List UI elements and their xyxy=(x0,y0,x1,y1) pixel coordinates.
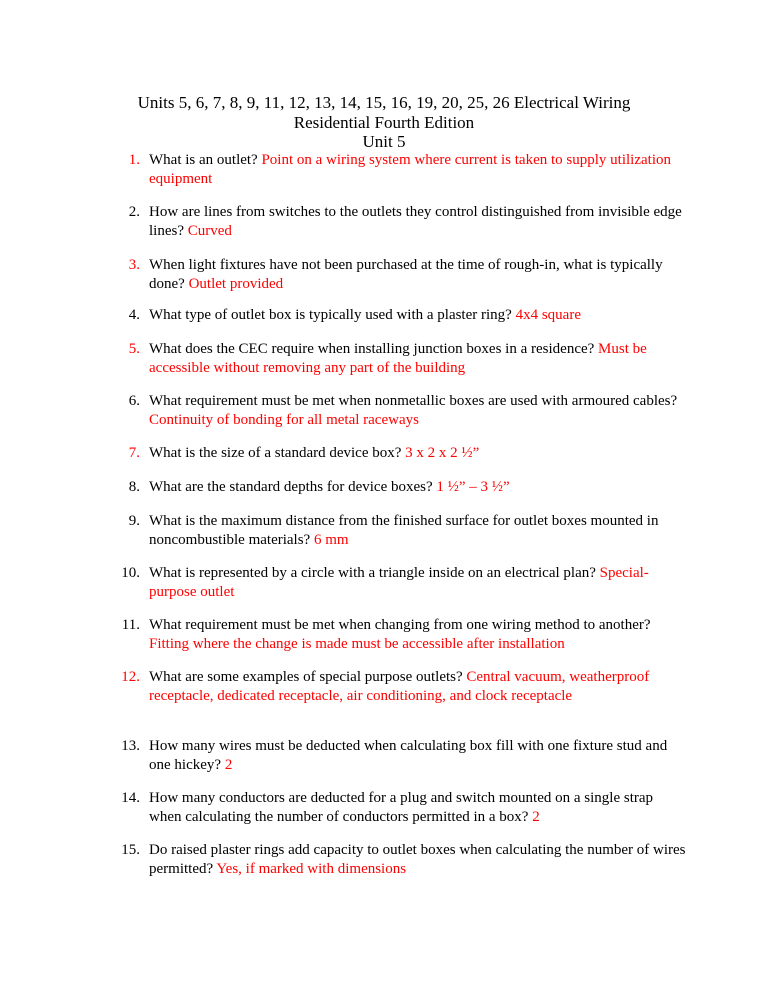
question-body xyxy=(149,512,689,550)
question-body xyxy=(149,256,689,294)
question-text: What are the standard depths for device boxes? xyxy=(149,479,433,495)
question-number: 11. xyxy=(121,617,140,633)
question-text: What does the CEC require when installing junction boxes in a residence? xyxy=(149,341,595,357)
question-text: What are some examples of special purpose outlets? xyxy=(149,669,463,685)
question-text: What type of outlet box is typically used with a plaster ring? xyxy=(149,307,512,323)
question-number: 15. xyxy=(121,842,140,858)
question-text: Do raised plaster rings add capacity to outlet boxes when calculating the number of wires permitted? xyxy=(149,842,686,877)
question-number: 13. xyxy=(121,738,140,754)
question-number: 5. xyxy=(128,341,140,357)
answer-text: Continuity of bonding for all metal raceways xyxy=(149,412,419,428)
question-body xyxy=(149,203,689,241)
question-body xyxy=(149,789,689,827)
question-number: 9. xyxy=(128,513,140,529)
question-text: What requirement must be met when nonmetallic boxes are used with armoured cables? xyxy=(149,393,678,409)
answer-text: 2 xyxy=(532,809,540,825)
question-text: When light fixtures have not been purchased at the time of rough-in, what is typically done? xyxy=(149,257,663,292)
question-body xyxy=(149,151,689,189)
question-text: How are lines from switches to the outlets they control distinguished from invisible edge lines? xyxy=(149,204,682,239)
answer-text: Curved xyxy=(187,223,232,239)
question-number: 2. xyxy=(128,204,140,220)
answer-text: 6 mm xyxy=(313,532,349,548)
question-number: 1. xyxy=(128,152,140,168)
question-number: 12. xyxy=(121,669,140,685)
question-number: 14. xyxy=(121,790,140,806)
document-title: Units 5, 6, 7, 8, 9, 11, 12, 13, 14, 15, 16, 19, 20, 25, 26 Electrical Wiring xyxy=(137,93,631,112)
question-text: What is an outlet? xyxy=(149,152,258,168)
document-subtitle: Residential Fourth Edition xyxy=(293,112,475,132)
question-body xyxy=(149,478,689,497)
answer-text: Must be accessible without removing any part of the building xyxy=(149,341,647,376)
answer-text: Central vacuum, weatherproof receptacle, dedicated receptacle, air conditioning, and clock receptacle xyxy=(149,669,650,704)
question-text: What is the maximum distance from the finished surface for outlet boxes mounted in noncombustible materials? xyxy=(149,513,659,548)
question-text: What requirement must be met when changing from one wiring method to another? xyxy=(149,617,651,633)
answer-text: 2 xyxy=(224,757,233,773)
question-text: How many wires must be deducted when calculating box fill with one fixture stud and one hickey? xyxy=(149,738,668,773)
question-number: 4. xyxy=(128,307,140,323)
question-body xyxy=(149,737,689,775)
unit-heading: Unit 5 xyxy=(362,132,406,151)
question-body xyxy=(149,392,689,430)
answer-text: 4x4 square xyxy=(515,307,581,323)
question-number: 8. xyxy=(128,479,140,495)
answer-text: 3 x 2 x 2 ½” xyxy=(405,445,480,461)
question-body xyxy=(149,668,689,706)
answer-text: Yes, if marked with dimensions xyxy=(216,861,407,877)
answer-text: Outlet provided xyxy=(188,276,284,292)
question-text: What is the size of a standard device box? xyxy=(149,445,402,461)
question-body xyxy=(149,306,689,325)
question-text: What is represented by a circle with a triangle inside on an electrical plan? xyxy=(149,565,596,581)
question-number: 6. xyxy=(128,393,140,409)
question-number: 3. xyxy=(128,257,140,273)
question-body xyxy=(149,564,689,602)
question-body xyxy=(149,841,689,879)
question-text: How many conductors are deducted for a plug and switch mounted on a single strap when calculating the number of conductors permitted in a box? xyxy=(149,790,654,825)
question-body xyxy=(149,616,689,654)
question-body xyxy=(149,340,689,378)
question-number: 7. xyxy=(128,445,140,461)
answer-text: Point on a wiring system where current is taken to supply utilization equipment xyxy=(149,152,671,187)
question-number: 10. xyxy=(121,565,140,581)
question-body xyxy=(149,444,689,463)
answer-text: Special-purpose outlet xyxy=(149,565,649,600)
answer-text: Fitting where the change is made must be accessible after installation xyxy=(149,636,565,652)
answer-text: 1 ½” – 3 ½” xyxy=(436,479,510,495)
